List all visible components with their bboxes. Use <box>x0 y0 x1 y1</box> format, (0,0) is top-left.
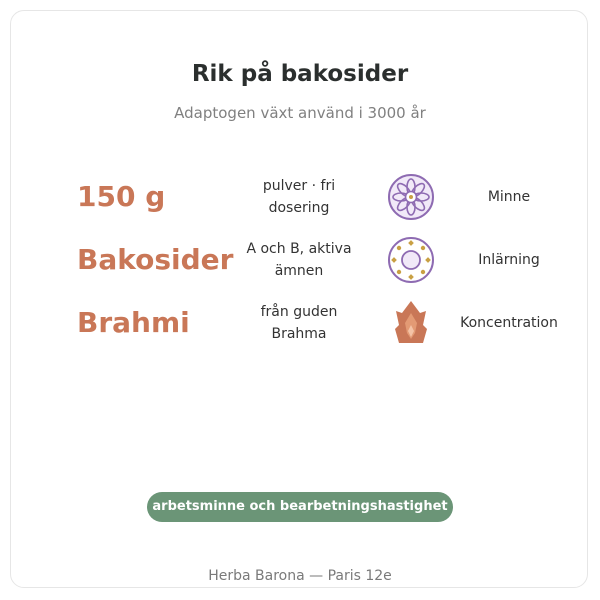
flame-icon <box>387 299 435 347</box>
footer-text: Herba Barona — Paris 12e <box>208 568 392 584</box>
row-value: Bakosider <box>77 243 234 276</box>
row-description-line: från guden <box>260 304 338 320</box>
feature-row-compounds <box>11 232 589 288</box>
card <box>10 10 588 588</box>
row-value: Brahmi <box>77 306 190 339</box>
highlight-pill: arbetsminne och bearbetningshastighet <box>147 492 453 522</box>
feature-row-dosage <box>11 169 589 225</box>
row-description <box>237 232 361 288</box>
dotted-circle-icon <box>387 236 435 284</box>
page-title: Rik på bakosider <box>191 61 409 87</box>
benefit-label: Inlärning <box>478 252 540 268</box>
benefit-label: Minne <box>487 189 531 205</box>
row-description-line: A och B, aktiva <box>246 241 352 257</box>
row-description-line: Brahma <box>271 326 327 342</box>
row-description-line: dosering <box>268 200 330 216</box>
benefit-label: Koncentration <box>460 315 558 331</box>
row-description <box>237 295 361 351</box>
page-subtitle: Adaptogen växt använd i 3000 år <box>174 104 426 122</box>
row-description <box>237 169 361 225</box>
feature-row-origin <box>11 295 589 351</box>
row-description-line: pulver · fri <box>262 178 336 194</box>
row-description-line: ämnen <box>274 263 324 279</box>
purple-flower-mandala-icon <box>387 173 435 221</box>
row-value: 150 g <box>77 180 166 213</box>
